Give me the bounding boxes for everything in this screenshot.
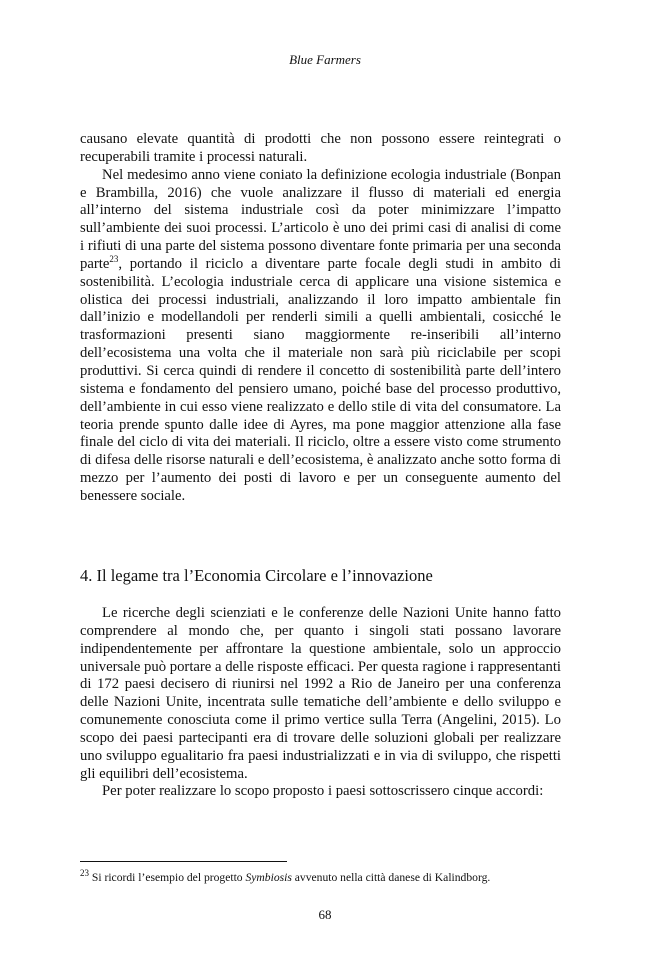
page-number: 68 [318,907,332,922]
section1-body [80,131,561,506]
paragraph-rio-conference: Le ricerche degli scienziati e le conferenze delle Nazioni Unite hanno fatto comprendere al mondo che, per quanto i singoli stati possano lavorare indipendentemente per affrontare la questione ambientale, solo un approccio universale può portare a delle risposte efficaci. Per questa ragione i rappresentanti di 172 paesi decisero di riunirsi nel 1992 a Rio de Janeiro per una conferenza delle Nazioni Unite, incentrata sulle tematiche dell’ambiente e dello sviluppo e comunemente conosciuta come il primo vertice sulla Terra (Angelini, 2015). Lo scopo dei paesi partecipanti era di trovare delle soluzioni globali per realizzare uno sviluppo egualitario fra paesi industrializzati e in via di sviluppo, che rispetti gli equilibri dell’ecosistema. [80,605,561,782]
section-heading: 4. Il legame tra l’Economia Circolare e l’innovazione [80,566,433,585]
footnote-divider [80,861,287,862]
footnote-reference: 23 [109,254,119,265]
paragraph-text-a: Nel medesimo anno viene coniato la definizione ecologia industriale (Bonpan e Brambilla, 2016) che vuole analizzare il flusso di materiali ed energia all’interno del sistema industriale così da poter minimizzare l’impatto sull’ambiente dei suoi processi. L’articolo è uno dei primi casi di analisi di come i rifiuti di una parte del sistema possono diventare fonte primaria per una seconda parte [80,166,561,272]
paragraph-continued: causano elevate quantità di prodotti che non possono essere reintegrati o recuperabili tramite i processi naturali. [80,131,561,165]
footnote-number: 23 [80,868,89,879]
paragraph-industrial-ecology [80,167,561,506]
running-head: Blue Farmers [289,52,361,67]
footnote-text-a: Si ricordi l’esempio del progetto [89,871,246,884]
footnote-text-b: avvenuto nella città danese di Kalindborg. [291,871,491,884]
paragraph-text-b: , portando il riciclo a diventare parte focale degli studi in ambito di sostenibilità. L’ecologia industriale cerca di applicare una visione sistemica e olistica dei processi industriali, analizzando il loro impatto ambientale fin dall’inizio e modellandoli per renderli simili a quelli ambientali, cosicché le trasformazioni presenti siano maggiormente re-inseribili all’interno dell’ecosistema una volta che il materiale non sarà più riciclabile per scopi produttivi. Si cerca quindi di rendere il concetto di sostenibilità parte dell’intero sistema e fondamento del pensiero umano, poiché base del processo produttivo, dell’ambiente in cui esso viene realizzato e dello stile di vita del consumatore. La teoria prende spunto dalle idee di Ayres, ma pone maggior attenzione alla fase finale del ciclo di vita dei materiali. Il riciclo, oltre a essere visto come strumento di difesa delle risorse naturali e dell’ecosistema, è analizzato anche sotto forma di mezzo per l’aumento dei posti di lavoro e per un conseguente aumento del benessere sociale. [80,255,561,504]
footnote [80,868,491,884]
footnote-project-name: Symbiosis [245,871,292,884]
paragraph-agreements: Per poter realizzare lo scopo proposto i paesi sottoscrissero cinque accordi: [102,783,544,800]
section2-body [80,605,561,801]
